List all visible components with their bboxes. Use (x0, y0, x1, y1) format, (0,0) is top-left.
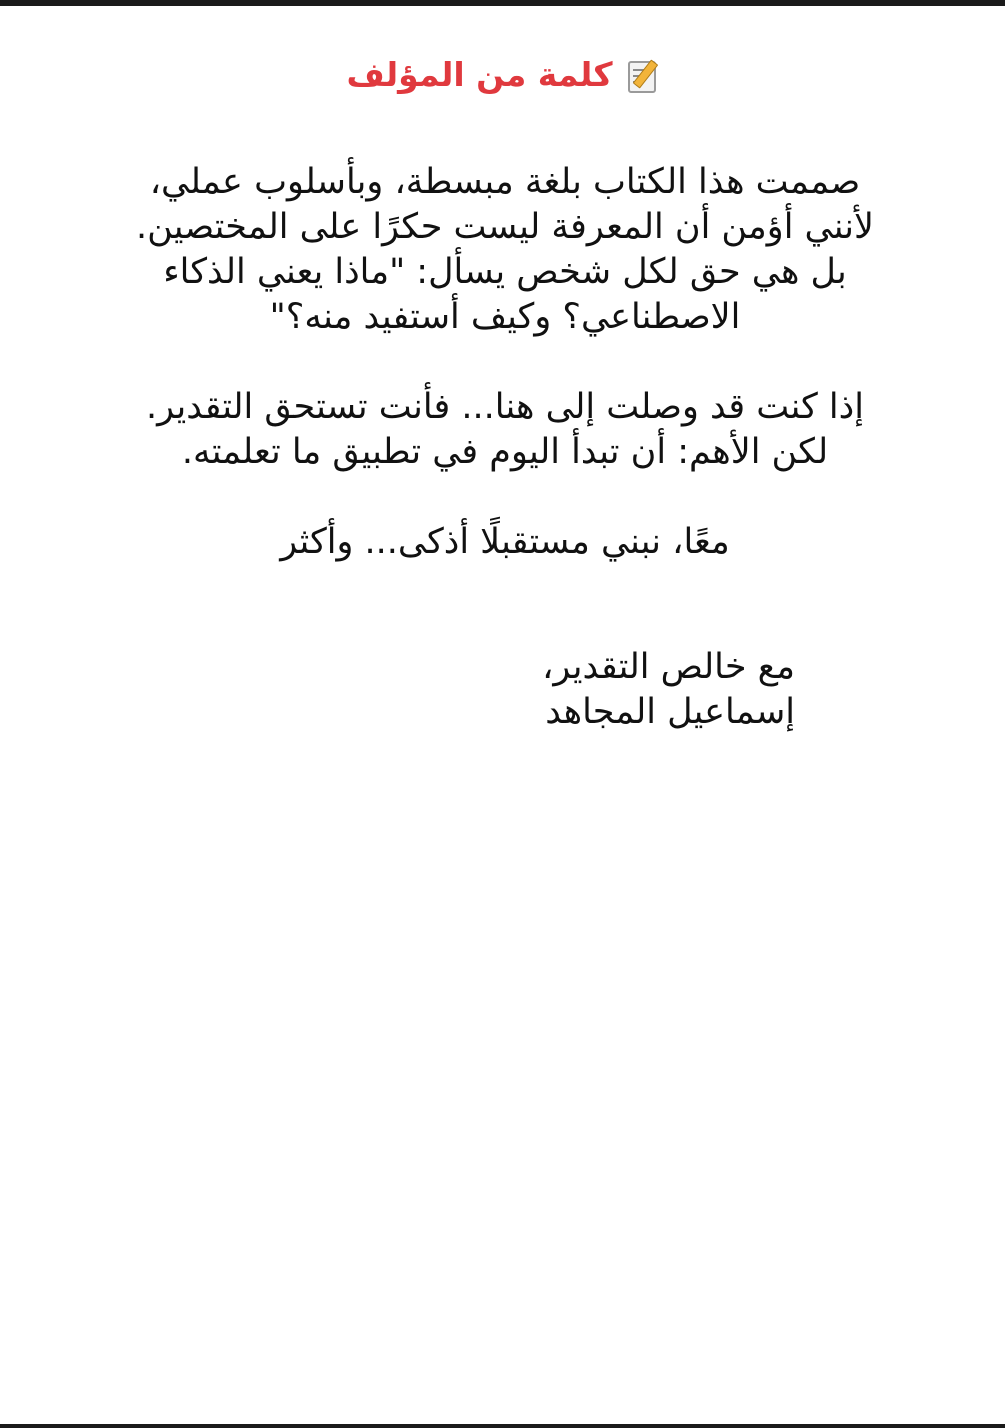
author-note-body (70, 160, 940, 610)
text-line: بل هي حق لكل شخص يسأل: "ماذا يعني الذكاء (163, 252, 847, 292)
paragraph-appreciation (70, 385, 940, 475)
text-line: معًا، نبني مستقبلًا أذكى... وأكثر (280, 522, 730, 562)
text-line: إذا كنت قد وصلت إلى هنا... فأنت تستحق التقدير. (146, 387, 864, 427)
paragraph-intro (70, 160, 940, 340)
page-title: كلمة من المؤلف (346, 54, 613, 94)
text-line: لأنني أؤمن أن المعرفة ليست حكرًا على المختصين. (136, 207, 874, 247)
bottom-border (0, 1424, 1005, 1428)
author-name: إسماعيل المجاهد (545, 692, 795, 732)
text-line: لكن الأهم: أن تبدأ اليوم في تطبيق ما تعلمته. (181, 432, 829, 472)
paragraph-closing (70, 520, 940, 565)
signature-block (542, 645, 795, 735)
signature-closing: مع خالص التقدير، (542, 647, 795, 687)
top-border (0, 0, 1005, 6)
page-title-row (0, 44, 1005, 104)
text-line: صممت هذا الكتاب بلغة مبسطة، وبأسلوب عملي، (149, 162, 861, 202)
memo-pencil-icon (625, 57, 659, 91)
text-line: الاصطناعي؟ وكيف أستفيد منه؟" (269, 297, 741, 337)
